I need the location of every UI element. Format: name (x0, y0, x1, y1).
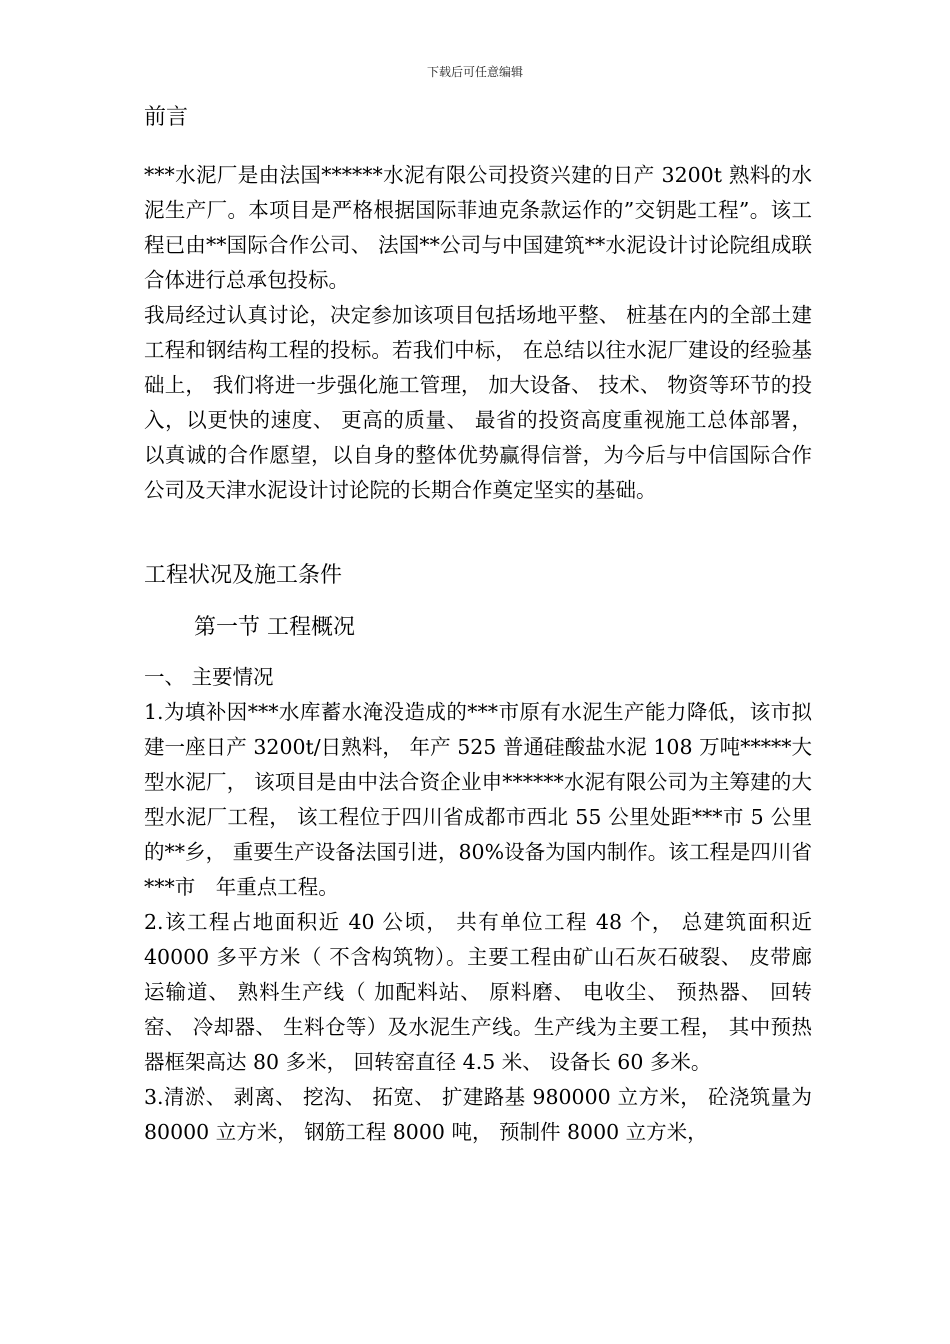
foreword-paragraph-1: ***水泥厂是由法国******水泥有限公司投资兴建的日产 3200t 熟料的水泥生产厂。本项目是严格根据国际菲迪克条款运作的”交钥匙工程”。该工程已由**国际合作公司、 法国**公司与中国建筑**水泥设计讨论院组成联合体进行总承包投标。 (144, 163, 812, 292)
section-title: 第一节 工程概况 (194, 615, 355, 640)
document-body (144, 98, 812, 1150)
page-header-note: 下载后可任意编辑 (426, 65, 523, 79)
foreword-title: 前言 (144, 105, 189, 130)
chapter-title: 工程状况及施工条件 (144, 563, 343, 588)
situation-paragraph-3: 3.清淤、 剥离、 挖沟、 拓宽、 扩建路基 980000 立方米， 砼浇筑量为 80000 立方米， 钢筋工程 8000 吨， 预制件 8000 立方米， (144, 1085, 812, 1144)
situation-paragraph-2: 2.该工程占地面积近 40 公顷， 共有单位工程 48 个， 总建筑面积近 40000 多平方米（ 不含构筑物）。主要工程由矿山石灰石破裂、 皮带廊运输道、 熟料生产线（ 加配料站、 原料磨、 电收尘、 预热器、 回转窑、 冷却器、 生料仓等）及水泥生产线。生产线为主要工程， 其中预热器框架高达 80 多米， 回转窑直径 4.5 米、 设备长 60 多米。 (144, 910, 812, 1074)
situation-paragraph-1: 1.为填补因***水库蓄水淹没造成的***市原有水泥生产能力降低，该市拟建一座日产 3200t/日熟料， 年产 525 普通硅酸盐水泥 108 万吨*****大型水泥厂， 该项目是由中法合资企业申******水泥有限公司为主筹建的大型水泥厂工程， 该工程位于四川省成都市西北 55 公里处距***市 5 公里的**乡， 重要生产设备法国引进，80%设备为国内制作。该工程是四川省***市 年重点工程。 (144, 700, 812, 899)
subheading-main-situation: 一、 主要情况 (144, 665, 274, 689)
foreword-paragraph-2: 我局经过认真讨论，决定参加该项目包括场地平整、 桩基在内的全部土建工程和钢结构工程的投标。若我们中标， 在总结以往水泥厂建设的经验基础上， 我们将进一步强化施工管理， 加大设备、 技术、 物资等环节的投入，以更快的速度、 更高的质量、 最省的投资高度重视施工总体部署，以真诚的合作愿望，以自身的整体优势赢得信誉，为今后与中信国际合作公司及天津水泥设计讨论院的长期合作奠定坚实的基础。 (144, 303, 812, 502)
